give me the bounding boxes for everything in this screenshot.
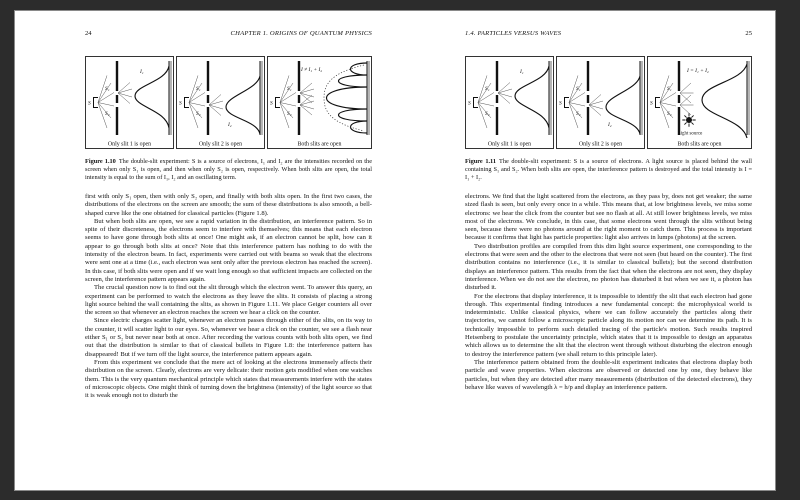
- source-label: S: [559, 100, 562, 107]
- paragraph: first with only S₁ open, then with only S₂ open, and finally with both slits open. In the first two cases, the distributions of the electrons on the screen are smooth; the sum of these distributions is also smooth, a bell-shaped curve like the one obtained for classical particles (Figure 1.8).: [85, 193, 372, 217]
- slit1-label: S₁: [196, 86, 201, 92]
- paragraph: electrons. We find that the light scattered from the electrons, as they pass by, does not get weaker; the same sized flash is seen, but only every once in a while. This means that, at low brightness levels, we miss some electrons: we hear the click from the counter but see no flash at all. At still lower brightness levels, we miss most of the electrons. We conclude, in this case, that some electrons went through the slits without being seen, because there were no photons around at the right moment to catch them. This process is important because it confirms that light has particle properties: light also arrives in lumps (photons) at the screen.: [465, 193, 752, 242]
- screen-shading: [748, 61, 750, 135]
- right-page: [465, 11, 752, 490]
- source-label: S: [179, 100, 182, 107]
- screen-shading: [261, 61, 263, 135]
- figure-panel-slit1: [465, 56, 554, 149]
- curve-label: I₂: [608, 122, 612, 128]
- slit1-label: S₁: [667, 86, 672, 92]
- panel-caption: Only slit 2 is open: [198, 141, 243, 148]
- slit2-label: S₂: [667, 111, 672, 117]
- left-running-header: [85, 30, 372, 37]
- slit1-label: S₁: [576, 86, 581, 92]
- curve-label: I ≠ I₁ + I₂: [301, 67, 323, 73]
- panel-caption: Only slit 1 is open: [107, 141, 152, 148]
- curve-label: I₁: [140, 69, 144, 75]
- panel-caption: Both slits are open: [297, 141, 342, 148]
- figure-panel-slit1: [85, 56, 174, 149]
- source-label: S: [270, 100, 273, 107]
- source-label: S: [650, 100, 653, 107]
- left-page: [85, 11, 372, 490]
- slit2-label: S₂: [485, 111, 490, 117]
- figure-label: Figure 1.10: [85, 158, 116, 165]
- figure-1-10: [85, 56, 372, 149]
- right-running-header: [465, 30, 752, 37]
- figure-1-11-caption: [465, 158, 752, 182]
- figure-panel-both-slits: [267, 56, 372, 149]
- slit1-label: S₁: [105, 86, 110, 92]
- slit2-label: S₂: [287, 111, 292, 117]
- slit2-label: S₂: [105, 111, 110, 117]
- figure-panel-slit2: [556, 56, 645, 149]
- paragraph: Since electric charges scatter light, whenever an electron passes through either of the slits, on its way to the counter, it will scatter light to our eyes. So, whenever we hear a click on the counter, we see a flash near either S₁ or S₂ but never near both at once. After recording the various counts with both slits open, we find out that the distribution is similar to that of classical bullets in Figure 1.8: the interference pattern has disappeared! But if we turn off the light source, the interference pattern appears again.: [85, 317, 372, 358]
- curve-label: I = I₁ + I₂: [687, 68, 709, 74]
- left-chapter-title: CHAPTER 1. ORIGINS OF QUANTUM PHYSICS: [230, 30, 372, 37]
- light-source-icon: [686, 117, 692, 123]
- light-source-label: Light source: [677, 131, 703, 137]
- panel-caption: Both slits are open: [677, 141, 722, 148]
- screen-shading: [368, 61, 370, 135]
- left-body-text: [85, 193, 372, 400]
- paragraph: The interference pattern obtained from the double-slit experiment indicates that electrons display both particle and wave properties. When electrons are observed or detected one by one, they behave like particles, but when they are detected after many measurements (distribution of the detected electrons), they behave like waves of wavelength λ = h/p and display an interference pattern.: [465, 358, 752, 391]
- pdf-page-spread: [14, 10, 776, 491]
- paragraph: For the electrons that display interference, it is impossible to identify the slit that each electron had gone through. This experimental finding introduces a new fundamental concept: the microphysical world is indeterministic. Unlike classical physics, where we can follow accurately the particles along their trajectories, we cannot follow a microscopic particle along its motion nor can we determine its path. It is technically impossible to perform such detailed tracing of the particle's motion. Such results inspired Heisenberg to postulate the uncertainty principle, which states that it is impossible to design an apparatus which allows us to determine the slit that the electron went through without disturbing the electron enough to destroy the interference pattern (we shall return to this principle later).: [465, 292, 752, 358]
- right-section-title: 1.4. PARTICLES VERSUS WAVES: [465, 30, 562, 37]
- paragraph: But when both slits are open, we see a rapid variation in the distribution, an interference pattern. So in spite of their discreteness, the electrons seem to interfere with themselves; this means that each electron seems to have gone through both slits at once! One might ask, if an electron cannot be split, how can it appear to go through both slits at once? Note that this interference pattern has nothing to do with the intensity of the electron beam. In fact, experiments were carried out with beams so weak that the electrons were sent one at a time (i.e., each electron was sent only after the previous electron has reached the screen). In this case, if both slits were open and if we wait long enough so that sufficient impacts are collected on the screen, the interference pattern appears again.: [85, 217, 372, 283]
- curve-label: I₁: [520, 69, 524, 75]
- slit2-label: S₂: [576, 111, 581, 117]
- slit1-label: S₁: [287, 86, 292, 92]
- figure-panel-slit2: [176, 56, 265, 149]
- figure-caption-text: The double-slit experiment: S is a source of electrons. A light source is placed behind the wall containing S₁ and S₂. When both slits are open, the interference pattern is destroyed and the total intensity is I = I₁ + I₂.: [465, 158, 752, 181]
- figure-1-10-caption: [85, 158, 372, 182]
- screen-shading: [550, 61, 552, 135]
- paragraph: The crucial question now is to find out the slit through which the electron went. To answer this query, an experiment can be performed to watch the electrons as they leave the slits. It consists of placing a strong light source behind the wall containing the slits, as shown in Figure 1.11. We place Geiger counters all over the screen so that whenever an electron reaches the screen we hear a click on the counter.: [85, 284, 372, 317]
- slit2-label: S₂: [196, 111, 201, 117]
- paragraph: Two distribution profiles are compiled from this dim light source experiment, one corresponding to the electrons that were seen and the other to the electrons that were not seen (but heard on the counter). The first distribution contains no interference (i.e., it is similar to classical bullets); but the second distribution displays an interference pattern. This results from the fact that when the electrons are not seen, they display interference. When we do not see the electron, no photon has disturbed it but when we see it, a photon has disturbed it.: [465, 242, 752, 292]
- source-label: S: [88, 100, 91, 107]
- screen-shading: [641, 61, 643, 135]
- right-page-number: 25: [745, 30, 752, 37]
- figure-1-11: [465, 56, 752, 149]
- paragraph: From this experiment we conclude that the mere act of looking at the electrons immensely affects their distribution on the screen. Clearly, electrons are very delicate: their motion gets modified when one watches them. This is the very quantum mechanical principle which states that measurements interfere with the states of microscopic objects. One might think of turning down the brightness (intensity) of the light source so that it is weak enough not to disturb the: [85, 358, 372, 400]
- curve-label: I₂: [228, 122, 232, 128]
- source-label: S: [468, 100, 471, 107]
- left-page-number: 24: [85, 30, 92, 37]
- figure-caption-text: The double-slit experiment: S is a source of electrons, I₁ and I₂ are the intensities recorded on the screen when only S₁ is open, and then when only S₂ is open, respectively. When both slits are open, the total intensity is equal to the sum of I₁, I₂ and an oscillating term.: [85, 158, 372, 181]
- figure-label: Figure 1.11: [465, 158, 496, 165]
- figure-panel-both-slits-light: [647, 56, 752, 149]
- panel-caption: Only slit 2 is open: [578, 141, 623, 148]
- panel-caption: Only slit 1 is open: [487, 141, 532, 148]
- right-body-text: [465, 193, 752, 392]
- screen-shading: [170, 61, 172, 135]
- slit1-label: S₁: [485, 86, 490, 92]
